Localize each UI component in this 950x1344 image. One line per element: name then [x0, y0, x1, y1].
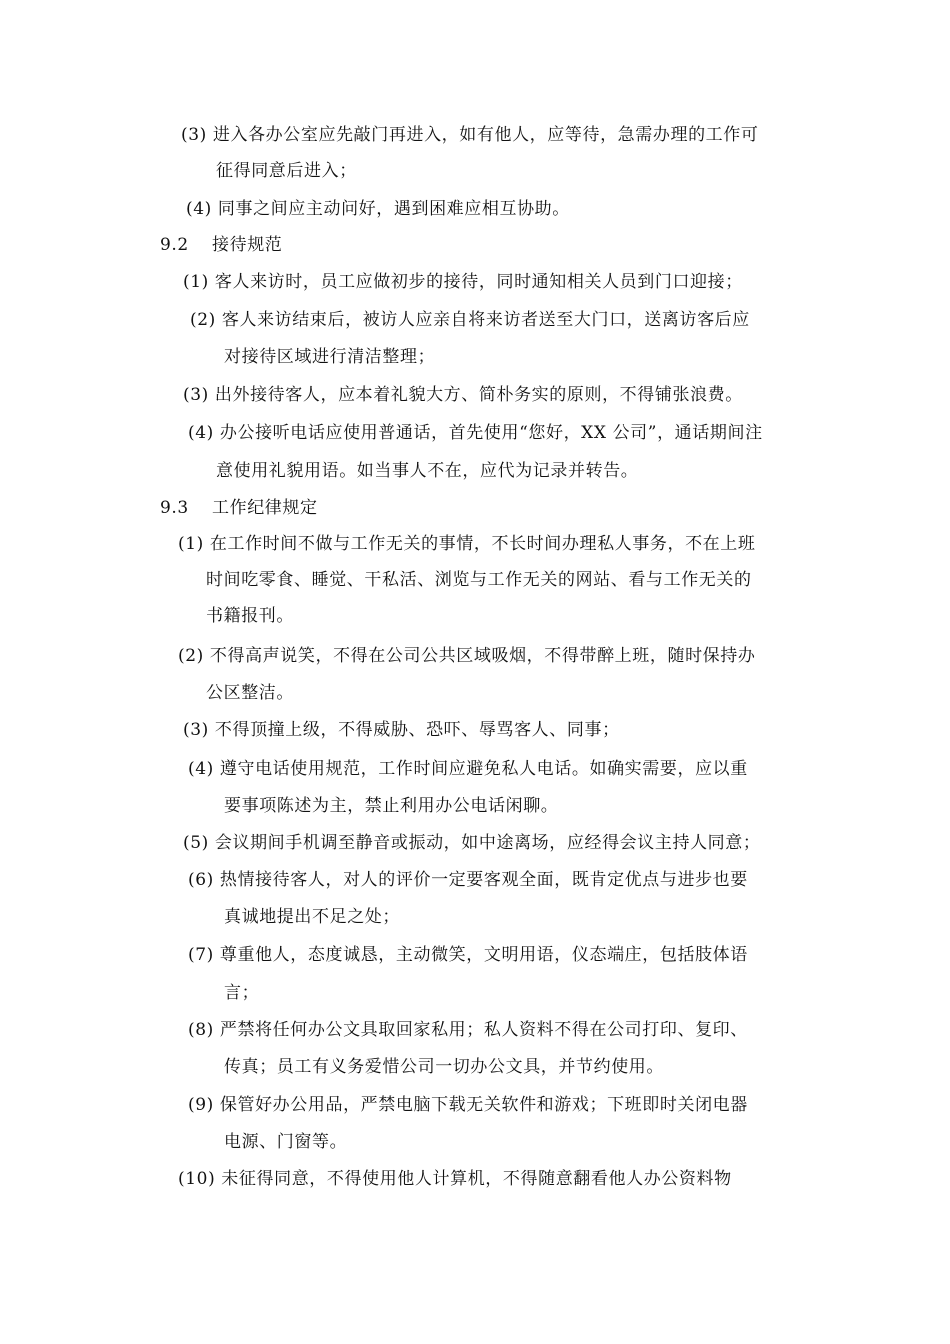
paragraph-line: (2) 客人来访结束后，被访人应亲自将来访者送至大门口，送离访客后应 — [190, 310, 750, 330]
paragraph-line: 公区整洁。 — [206, 683, 294, 703]
section-heading-9-3 — [160, 497, 318, 519]
paragraph-line: (3) 不得顶撞上级，不得威胁、恐吓、辱骂客人、同事； — [183, 720, 620, 740]
paragraph-line: 书籍报刊。 — [206, 606, 294, 626]
paragraph-line: 意使用礼貌用语。如当事人不在，应代为记录并转告。 — [216, 461, 639, 481]
section-title: 工作纪律规定 — [212, 498, 318, 518]
section-number: 9.3 — [160, 498, 189, 518]
paragraph-line: 电源、门窗等。 — [224, 1132, 348, 1152]
section-heading-9-2 — [160, 234, 282, 256]
paragraph-line: 征得同意后进入； — [216, 161, 357, 181]
paragraph-line: (4) 遵守电话使用规范，工作时间应避免私人电话。如确实需要，应以重 — [188, 759, 748, 779]
paragraph-line: 时间吃零食、睡觉、干私活、浏览与工作无关的网站、看与工作无关的 — [206, 570, 752, 590]
paragraph-line: 言； — [224, 983, 260, 1003]
paragraph-line: (8) 严禁将任何办公文具取回家私用；私人资料不得在公司打印、复印、 — [188, 1020, 748, 1040]
paragraph-line: 真诚地提出不足之处； — [224, 907, 400, 927]
paragraph-line: (1) 客人来访时，员工应做初步的接待，同时通知相关人员到门口迎接； — [183, 272, 743, 292]
paragraph-line: (4) 办公接听电话应使用普通话，首先使用“您好，XX 公司”，通话期间注 — [188, 423, 763, 443]
paragraph-line: (4) 同事之间应主动问好，遇到困难应相互协助。 — [186, 199, 570, 219]
paragraph-line: 传真；员工有义务爱惜公司一切办公文具，并节约使用。 — [224, 1057, 664, 1077]
paragraph-line: (3) 进入各办公室应先敲门再进入，如有他人，应等待，急需办理的工作可 — [181, 125, 759, 145]
paragraph-line: (5) 会议期间手机调至静音或振动，如中途离场，应经得会议主持人同意； — [183, 833, 761, 853]
paragraph-line: (1) 在工作时间不做与工作无关的事情，不长时间办理私人事务，不在上班 — [178, 534, 756, 554]
paragraph-line: (6) 热情接待客人，对人的评价一定要客观全面，既肯定优点与进步也要 — [188, 870, 748, 890]
paragraph-line: (3) 出外接待客人，应本着礼貌大方、简朴务实的原则，不得铺张浪费。 — [183, 385, 743, 405]
paragraph-line: (2) 不得高声说笑，不得在公司公共区域吸烟，不得带醉上班，随时保持办 — [178, 646, 756, 666]
section-number: 9.2 — [160, 235, 189, 255]
paragraph-line: (9) 保管好办公用品，严禁电脑下载无关软件和游戏；下班即时关闭电器 — [188, 1095, 748, 1115]
section-title: 接待规范 — [212, 235, 283, 255]
paragraph-line: 要事项陈述为主，禁止利用办公电话闲聊。 — [224, 796, 559, 816]
paragraph-line: 对接待区域进行清洁整理； — [224, 347, 436, 367]
paragraph-line: (10) 未征得同意，不得使用他人计算机，不得随意翻看他人办公资料物 — [178, 1169, 732, 1189]
paragraph-line: (7) 尊重他人，态度诚恳，主动微笑，文明用语，仪态端庄，包括肢体语 — [188, 945, 748, 965]
